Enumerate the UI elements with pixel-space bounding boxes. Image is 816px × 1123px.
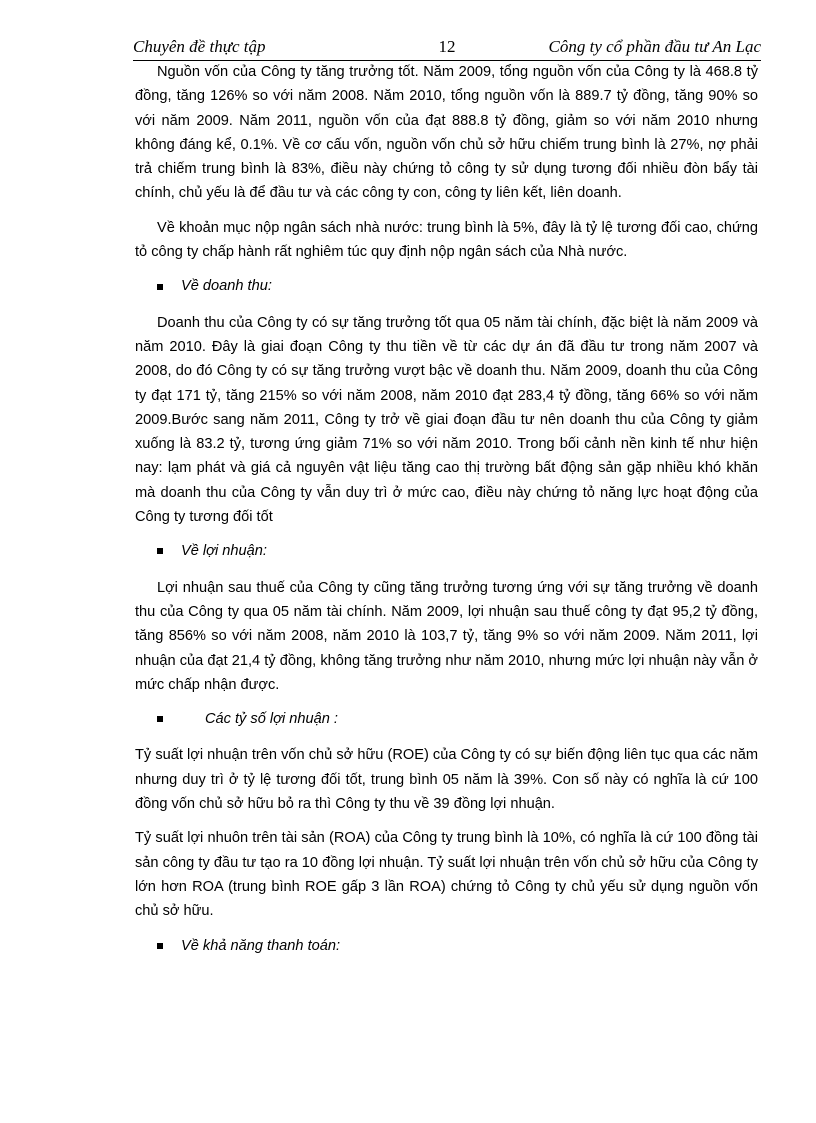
bullet-profit-ratios-label: Các tỷ số lợi nhuận :	[205, 711, 338, 728]
header-document-type: Chuyên đề thực tập	[133, 37, 266, 56]
paragraph-revenue: Doanh thu của Công ty có sự tăng trưởng tốt qua 05 năm tài chính, đặc biệt là năm 2009 và năm 2010. Đây là giai đoạn Công ty thu tiền về từ các dự án đã đầu tư trong năm 2007 và 2008, do đó Công ty có sự tăng trưởng vượt bậc về doanh thu. Năm 2009, doanh thu của Công ty đạt 171 tỷ, tăng 215% so với năm 2008, năm 2010 đạt 283,4 tỷ đồng, tăng 66% so với năm 2009.Bước sang năm 2011, Công ty trở về giai đoạn đầu tư nên doanh thu của Công ty giảm xuống là 83.2 tỷ, tương ứng giảm 71% so với năm 2010. Trong bối cảnh nền kinh tế như hiện nay: lạm phát và giá cả nguyên vật liệu tăng cao thị trường bất động sản gặp nhiều khó khăn mà doanh thu của Công ty vẫn duy trì ở mức cao, điều này chứng tỏ năng lực hoạt động của Công ty tương đối tốt	[135, 314, 758, 526]
bullet-liquidity	[135, 934, 758, 958]
paragraph-capital-sources: Nguồn vốn của Công ty tăng trưởng tốt. Năm 2009, tổng nguồn vốn của Công ty là 468.8 tỷ đồng, tăng 126% so với năm 2008. Năm 2010, tổng nguồn vốn là 889.7 tỷ đồng, tăng 90% so với năm 2009. Năm 2011, nguồn vốn của đạt 888.8 tỷ đồng, giảm so với năm 2010 nhưng không đáng kể, 0.1%. Về cơ cấu vốn, nguồn vốn chủ sở hữu chiếm trung bình là 27%, nợ phải trả chiếm trung bình là 83%, điều này chứng tỏ công ty sử dụng tương đối nhiều đòn bẩy tài chính, chủ yếu là để đầu tư và các công ty con, công ty liên kết, liên doanh.	[135, 64, 758, 202]
paragraph-state-budget: Về khoản mục nộp ngân sách nhà nước: trung bình là 5%, đây là tỷ lệ tương đối cao, chứng tỏ công ty chấp hành rất nghiêm túc quy định nộp ngân sách của Nhà nước.	[135, 219, 758, 261]
bullet-profit-label: Về lợi nhuận:	[181, 543, 267, 560]
document-body	[135, 60, 758, 970]
bullet-revenue	[135, 274, 758, 298]
paragraph-roe: Tỷ suất lợi nhuận trên vốn chủ sở hữu (ROE) của Công ty có sự biến động liên tục qua các năm nhưng duy trì ở tỷ lệ tương đối tốt, trung bình 05 năm là 39%. Con số này có nghĩa là cứ 100 đồng vốn chủ sở hữu bỏ ra thì Công ty thu về 39 đồng lợi nhuận.	[135, 747, 758, 813]
square-bullet-icon	[157, 716, 163, 722]
paragraph-roa: Tỷ suất lợi nhuôn trên tài sản (ROA) của Công ty trung bình là 10%, có nghĩa là cứ 100 đồng tài sản công ty đầu tư tạo ra 10 đồng lợi nhuận. Tỷ suất lợi nhuận trên vốn chủ sở hữu của Công ty lớn hơn ROA (trung bình ROE gấp 3 lần ROA) chứng tỏ Công ty chủ yếu sử dụng nguồn vốn chủ sở hữu.	[135, 830, 758, 920]
page-header	[133, 36, 761, 61]
paragraph-profit: Lợi nhuận sau thuế của Công ty cũng tăng trưởng tương ứng với sự tăng trưởng về doanh thu của Công ty qua 05 năm tài chính. Năm 2009, lợi nhuận sau thuế công ty đạt 95,2 tỷ đồng, tăng 856% so với năm 2008, năm 2010 là 103,7 tỷ, tăng 9% so với năm 2009. Năm 2011, lợi nhuận của đạt 21,4 tỷ đồng, không tăng trưởng như năm 2010, nhưng mức lợi nhuận này vẫn ở mức chấp nhận được.	[135, 579, 758, 693]
square-bullet-icon	[157, 284, 163, 290]
bullet-revenue-label: Về doanh thu:	[181, 278, 272, 295]
bullet-profit	[135, 539, 758, 563]
square-bullet-icon	[157, 548, 163, 554]
header-page-number: 12	[438, 37, 456, 56]
bullet-profit-ratios	[135, 707, 758, 731]
bullet-liquidity-label: Về khả năng thanh toán:	[181, 937, 341, 954]
square-bullet-icon	[157, 943, 163, 949]
header-company-name: Công ty cổ phần đầu tư An Lạc	[548, 37, 761, 56]
